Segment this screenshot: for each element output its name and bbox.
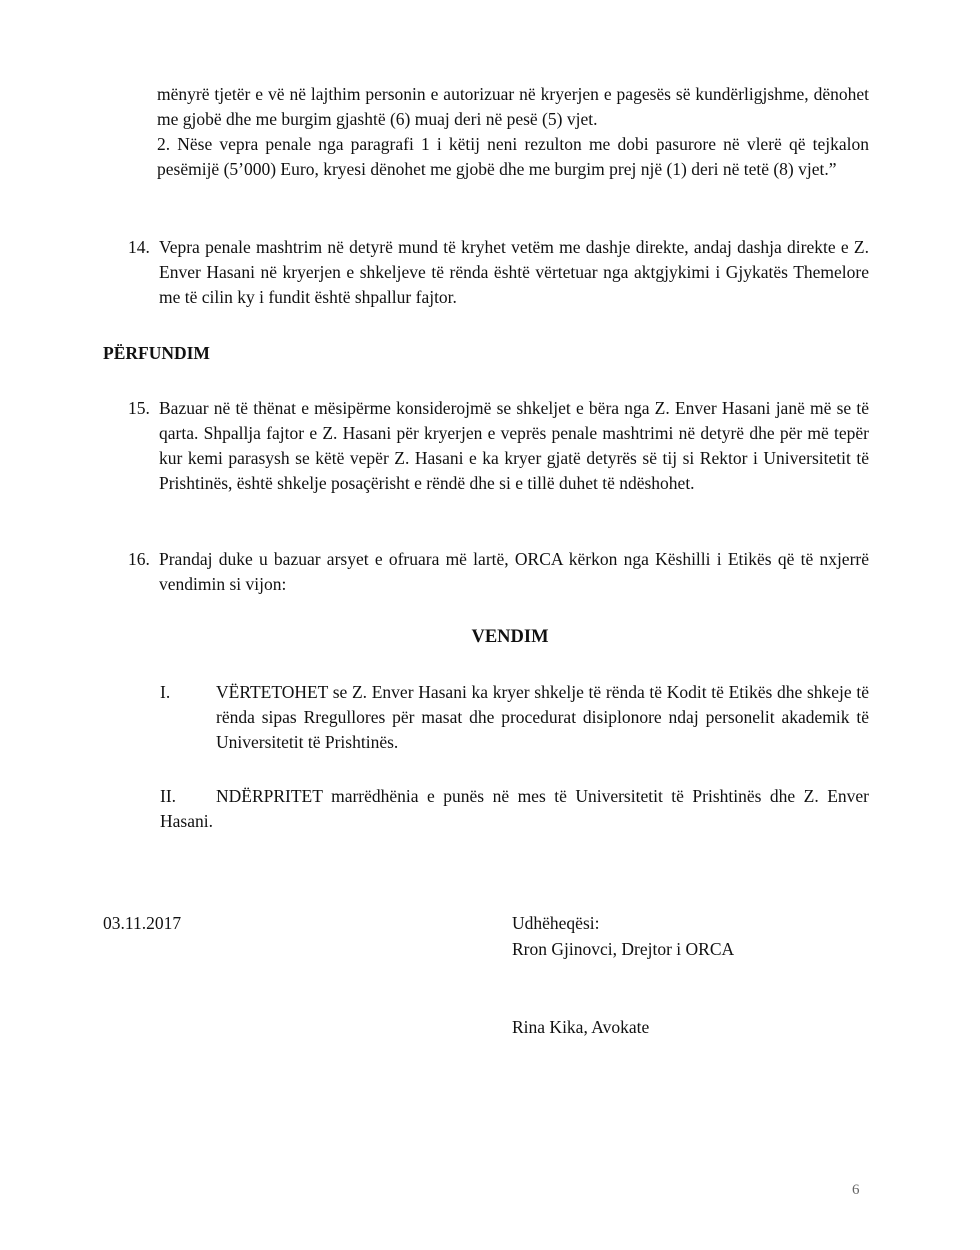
continuation-line: 2. Nëse vepra penale nga paragrafi 1 i këtij neni rezulton me dobi pasurore në vlerë që tejkalon pesëmijë (5’000) Euro, kryesi dënohet me gjobë dhe me burgim prej një (1) deri në tetë (8) vjet.” bbox=[157, 134, 869, 179]
continuation-quote bbox=[157, 82, 869, 182]
signatory-name: Rina Kika, Avokate bbox=[512, 1017, 650, 1037]
decision-number: I. bbox=[160, 682, 171, 702]
signature-heading: Udhëheqësi: bbox=[512, 913, 600, 933]
section-heading-vendim: VENDIM bbox=[471, 627, 549, 647]
paragraph-text: Vepra penale mashtrim në detyrë mund të kryhet vetëm me dashje direkte, andaj dashja direkte e Z. Enver Hasani në kryerjen e shkeljeve të rënda është vërtetuar nga aktgjykimi i Gjykatës Themelore me të cilin ky i fundit është shpallur fajtor. bbox=[159, 237, 869, 307]
decision-text: VËRTETOHET se Z. Enver Hasani ka kryer shkelje të rënda të Kodit të Etikës dhe shkeje të rënda sipas Rregullores për masat dhe procedurat disiplonore ndaj personelit akademik të Universitetit të Prishtinës. bbox=[216, 682, 869, 752]
decision-number: II. bbox=[160, 786, 177, 806]
page-number: 6 bbox=[852, 1182, 860, 1198]
section-heading-perfundim: PËRFUNDIM bbox=[103, 343, 210, 363]
numbered-paragraph bbox=[128, 547, 869, 597]
paragraph-number: 15. bbox=[128, 398, 150, 418]
signatory-name: Rron Gjinovci, Drejtor i ORCA bbox=[512, 939, 735, 959]
document-date: 03.11.2017 bbox=[103, 913, 182, 933]
decision-point bbox=[160, 680, 869, 755]
decision-point bbox=[160, 784, 869, 834]
paragraph-text: Bazuar në të thënat e mësipërme konsiderojmë se shkeljet e bëra nga Z. Enver Hasani janë më se të qarta. Shpallja fajtor e Z. Hasani për kryerjen e veprës penale mashtrimi në detyrë dhe për më tepër kur kemi parasysh se këtë vepër Z. Hasani e ka kryer gjatë detyrës së tij si Rektor i Universitetit të Prishtinës, është shkelje posaçërisht e rëndë dhe si e tillë duhet të ndëshohet. bbox=[159, 398, 869, 493]
continuation-line: mënyrë tjetër e vë në lajthim personin e autorizuar në kryerjen e pagesës së kundërligjshme, dënohet me gjobë dhe me burgim gjashtë (6) muaj deri në pesë (5) vjet. bbox=[157, 84, 869, 129]
paragraph-number: 16. bbox=[128, 549, 150, 569]
decision-text: NDËRPRITET marrëdhënia e punës në mes të Universitetit të Prishtinës dhe Z. Enver Hasani. bbox=[160, 786, 869, 831]
paragraph-text: Prandaj duke u bazuar arsyet e ofruara më lartë, ORCA kërkon nga Këshilli i Etikës që të nxjerrë vendimin si vijon: bbox=[159, 549, 869, 594]
numbered-paragraph bbox=[128, 396, 869, 496]
numbered-paragraph bbox=[128, 235, 869, 310]
paragraph-number: 14. bbox=[128, 237, 150, 257]
